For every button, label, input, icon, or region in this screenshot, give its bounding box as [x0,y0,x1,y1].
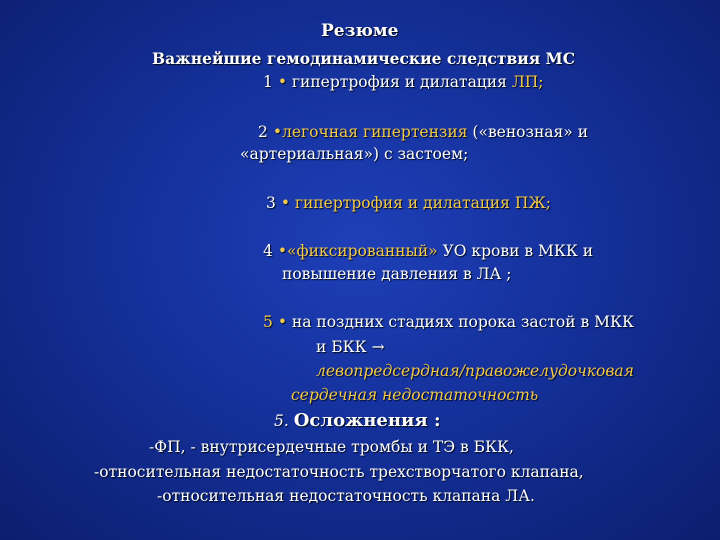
item-3-highlight-2: ПЖ; [514,194,551,212]
complication-line-3: -относительная недостаточность клапана ЛА. [157,487,535,505]
item-3-number: 3 [266,194,276,212]
item-2-number: 2 [258,123,268,141]
item-5 [263,313,634,332]
item-1-number: 1 [263,73,273,91]
bullet-icon: • [277,313,287,331]
item-4-number: 4 [263,242,273,260]
item-2-line-2: «артериальная») с застоем; [240,145,469,163]
complications-heading [274,411,441,431]
item-4 [263,242,593,261]
item-4-line-2: повышение давления в ЛА ; [282,265,512,283]
item-4-highlight: «фиксированный» [286,242,438,260]
item-5-line-3: левопредсердная/правожелудочковая [316,362,634,380]
item-1-text: гипертрофия и дилатация [286,73,512,91]
item-2-highlight: легочная гипертензия [281,123,468,141]
complications-number: 5. [274,412,289,430]
complications-title: Осложнения : [293,410,441,431]
item-5-number: 5 [263,313,273,331]
page-subtitle: Важнейшие гемодинамические следствия МС [152,49,576,68]
bullet-icon: • [277,73,287,91]
complication-line-1: -ФП, - внутрисердечные тромбы и ТЭ в БКК, [149,438,514,456]
bullet-icon: • [280,194,290,212]
item-5-line-4: сердечная недостаточность [291,386,539,404]
item-5-line-2: и БКК → [316,338,385,356]
item-2-text: («венозная» и [467,123,589,141]
item-3-highlight: гипертрофия и дилатация [289,194,515,212]
bullet-icon: • [272,123,282,141]
bullet-icon: • [277,242,287,260]
item-2 [258,123,588,142]
page-title: Резюме [321,21,399,41]
item-1-highlight: ЛП; [511,73,544,91]
item-1 [263,73,544,92]
item-4-text: УО крови в МКК и [437,242,594,260]
complication-line-2: -относительная недостаточность трехстворчатого клапана, [94,463,584,481]
item-3 [266,194,551,213]
item-5-text: на поздних стадиях порока застой в МКК [286,313,635,331]
